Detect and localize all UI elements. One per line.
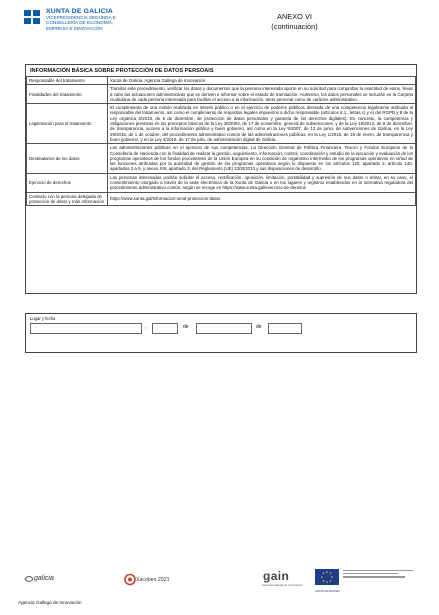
logo-line-2: CONSELLERÍA DE ECONOMÍA, [46,20,114,26]
comma-separator: , [145,324,147,330]
row-value: El cumplimiento de una misión realizada en interés público o en el ejercicio de poderes públicos derivada de una competencia legalmente atribuida al responsable del tratamiento, así como el cumplimiento de requisitos legales impuestos a dicho responsable (artículos 6.1., letras c) y e) del RGPD y 8 de la Ley orgánica 3/2018, de 5 de diciembre, de protección de datos personales y garantía de los derechos digitales). En concreto, la competencia y obligaciones previstas en los preceptos básicos de la Ley 38/2003, de 17 de noviembre, general de subvenciones, y de la Ley 19/2013, de 9 de diciembre, de transparencia, acceso a la información pública y buen gobierno, así como en la Ley 9/2007, de 13 de junio, de subvenciones de Galicia, en la Ley 39/2015, de 1 de octubre, del procedimiento administrativo común de las administraciones públicas, en la Ley 1/2016, de 18 de enero, de transparencia y buen gobierno, y en la Ley 4/2019, de 17 de julio, de administración digital de Galicia. [108,104,416,144]
section-title: INFORMACIÓN BÁSICA SOBRE PROTECCIÓN DE DATOS PERSOAIS [30,68,214,74]
logo-line-3: EMPRESA E INNOVACIÓN [46,25,103,31]
data-protection-table [26,76,416,206]
gain-logo-subtitle: Axencia Galega de Innovación [262,583,303,587]
row-value: Xunta de Galicia. Agencia Gallega de Innovación [108,77,416,85]
de-separator-2: de [256,324,262,330]
row-value: Las personas interesadas podrán solicitar el acceso, rectificación, oposición, limitación, portabilidad y supresión de sus datos o retirar, en su caso, el consentimiento otorgado a través de la sede electrónica de la Xunta de Galicia o en los lugares y registros establecidos en la normativa reguladora del procedimiento administrativo común, según se recoge en https://www.xunta.gal/exercicio-de-dereitos [108,173,416,192]
row-label: Legitimación para el tratamiento [27,104,108,144]
row-value: https://www.xunta.gal/informacion-xeral-proteccion-datos [108,192,416,206]
table-row [27,173,416,192]
row-label: Finalidades del tratamiento [27,85,108,104]
row-value: Las administraciones públicas en el ejercicio de sus competencias. La Dirección General de Política Financiera, Tesoro y Fondos Europeos de la Consellería de Hacienda con la finalidad de realizar la gestión, seguimiento, información, control, coordinación y estudio de la ejecución y evaluación de los programas operativos de los fondos procedentes de la Unión Europea en su condición de organismo intermedio de los programas operativos en virtud de las funciones atribuidas por la autoridad de gestión de los programas operativos según lo dispuesto en los artículos 125, apartado 2, artículo 140, apartados 3 a 5, y anexo XIII, apartado 3, del Reglamento (UE) 1303/2013 y sus disposiciones de desarrollo. [108,144,416,173]
year-field[interactable] [268,323,302,334]
eu-flag-icon [315,569,339,585]
row-label: Responsable del tratamiento [27,77,108,85]
place-field[interactable] [30,323,142,334]
logo-name: XUNTA DE GALICIA [46,8,114,15]
row-label: Ejercicio de derechos [27,173,108,192]
galicia-logo-text: galicia [34,575,54,582]
eu-fund-text-lines [343,570,413,580]
xacobeo-logo-icon [124,573,136,586]
xacobeo-logo-text: Xacobeo 2021 [136,577,170,583]
place-date-label: Lugar y fecha [30,316,56,321]
galicia-logo-icon [24,574,34,584]
table-row [27,192,416,206]
row-value: Tramitar este procedimiento, verificar los datos y documentos que la persona interesada aporte en su solicitud para comprobar la exactitud de estos, llevar a cabo las actuaciones administrativas que se deriven e informar sobre el estado de tramitación. Asimismo, los datos personales se incluirán en la Carpeta ciudadana de cada persona interesada para facilitar el acceso a la información, tanto personal como de carácter administrativo. [108,85,416,104]
de-separator-1: de [183,324,189,330]
annex-title: ANEXO VI [277,12,312,21]
eu-label: UNIÓN EUROPEA [315,589,341,593]
table-row [27,77,416,85]
row-label: Contacto con la persona delegada de protección de datos y más información [27,192,108,206]
table-row [27,104,416,144]
month-field[interactable] [196,323,252,334]
table-row [27,85,416,104]
gain-logo-text: gain [263,569,290,583]
logo-line-1: VICEPRESIDENCIA SEGUNDA E [46,15,116,20]
agency-footer-text: Agencia Gallega de Innovación [18,600,82,605]
annex-subtitle: (continuación) [271,22,318,31]
table-row [27,144,416,173]
row-label: Destinatarios de los datos [27,144,108,173]
day-field[interactable] [152,323,178,334]
